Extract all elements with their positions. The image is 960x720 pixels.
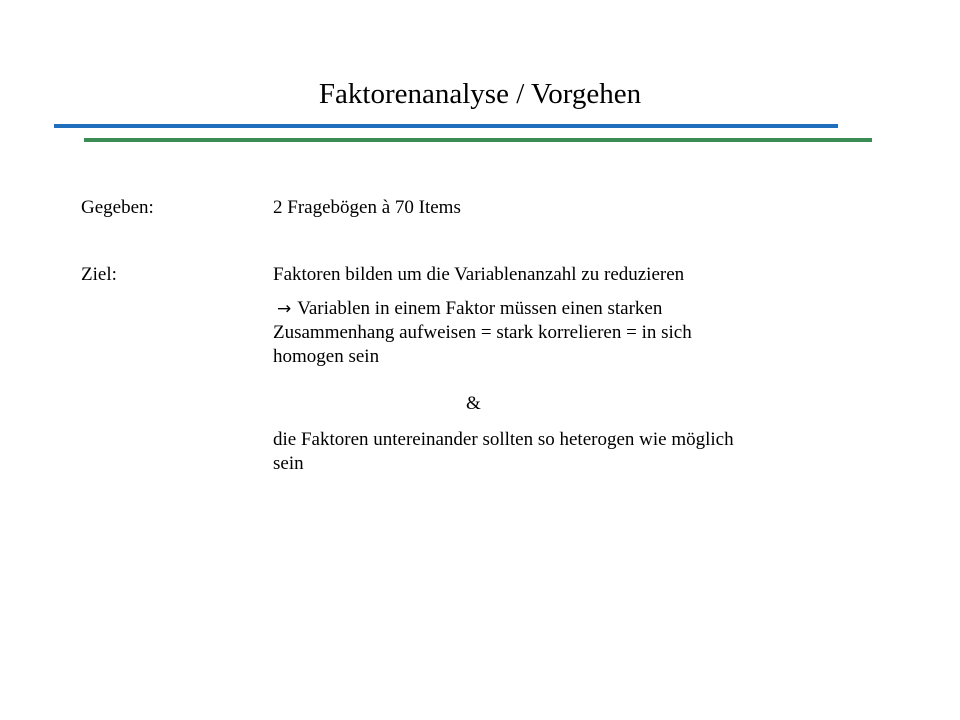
right-arrow-icon: →: [277, 299, 292, 319]
title-underline-green: [84, 138, 872, 142]
ziel-label: Ziel:: [81, 264, 117, 285]
ampersand: &: [466, 393, 481, 414]
gegeben-label: Gegeben:: [81, 197, 154, 218]
ziel-text: Faktoren bilden um die Variablenanzahl zu reduzieren: [273, 264, 685, 285]
ziel-line-2: Zusammenhang aufweisen = stark korrelieren = in sich: [273, 322, 692, 343]
arrow-line-text: Variablen in einem Faktor müssen einen starken: [297, 298, 663, 319]
gegeben-text: 2 Fragebögen à 70 Items: [273, 197, 461, 218]
ziel-line-5: sein: [273, 453, 304, 474]
title-underline-blue: [54, 124, 838, 128]
arrow-line: [273, 297, 662, 321]
slide-title: Faktorenanalyse / Vorgehen: [318, 78, 642, 110]
ziel-line-4: die Faktoren untereinander sollten so heterogen wie möglich: [273, 429, 734, 450]
ziel-line-3: homogen sein: [273, 346, 380, 367]
